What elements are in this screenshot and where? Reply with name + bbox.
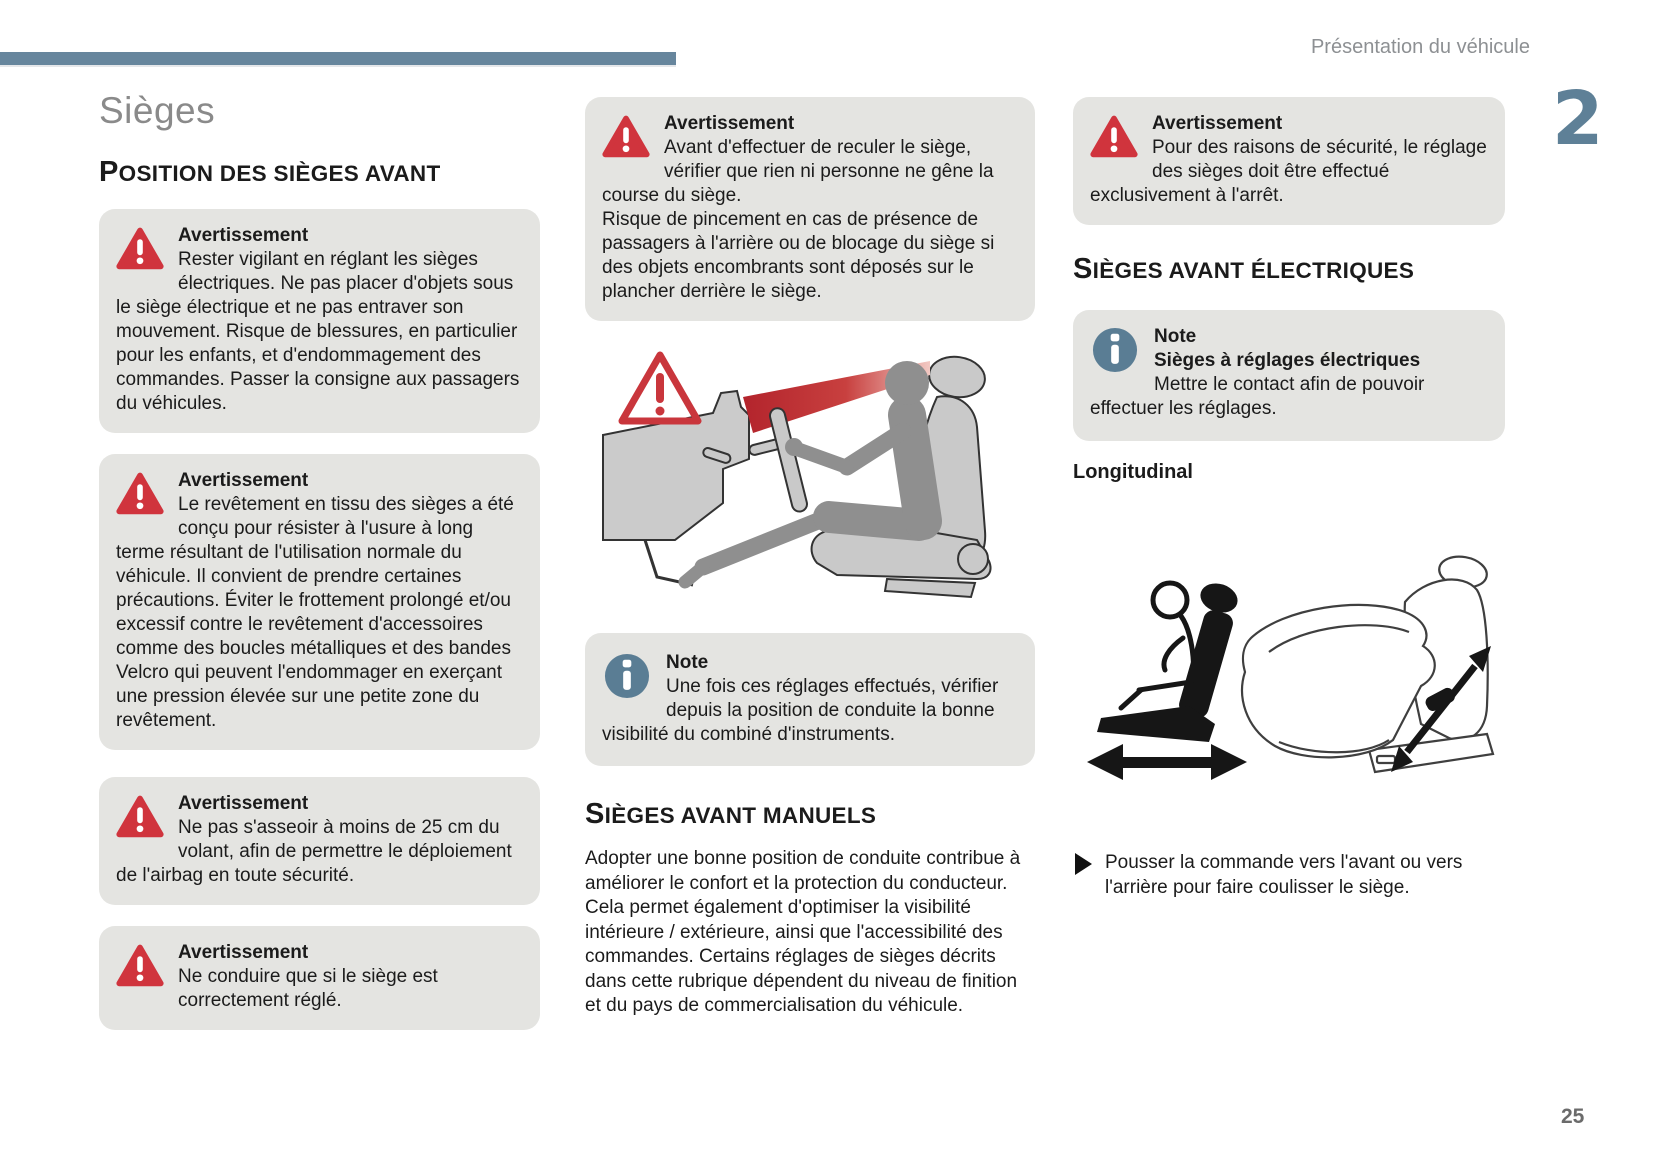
header-accent-bar xyxy=(0,52,676,65)
warning-box xyxy=(99,209,540,433)
driving-position-illustration xyxy=(585,335,1035,623)
longitudinal-pictogram-icon xyxy=(1087,579,1247,780)
longitudinal-label: Longitudinal xyxy=(1073,461,1193,483)
instruction-text: Pousser la commande vers l'avant ou vers l'arrière pour faire coulisser le siège. xyxy=(1105,852,1463,898)
column-left xyxy=(99,90,540,1051)
chapter-number: 2 xyxy=(1552,76,1604,162)
body-text xyxy=(585,847,1035,1019)
warning-box xyxy=(99,926,540,1030)
note-text: Une fois ces réglages effectués, vérifier depuis la position de conduite la bonne visibilité du combiné d'instruments. xyxy=(602,676,999,745)
warning-text: Le revêtement en tissu des sièges a été conçu pour résister à l'usure à long terme résultant de l'utilisation normale du véhicule. Il convient de prendre certaines précautions. Éviter le frottement prolongé et/ou excessif contre le revêtement d'accessoires comme des boucles métalliques et des bandes Velcro qui peuvent l'endommager en exerçant une pression élevée sur une petite zone du revêtement. xyxy=(116,494,514,731)
body-paragraph: Adopter une bonne position de conduite contribue à améliorer le confort et la protection du conducteur. Cela permet également d'optimiser la visibilité intérieure / extérieure, ainsi que l'accessibilité des commandes. Certains réglages de sièges décrits dans cette rubrique dépendent du niveau de finition et du pays de commercialisation du véhicule. xyxy=(585,848,1021,1016)
info-icon xyxy=(1092,327,1138,373)
note-box xyxy=(1073,310,1505,441)
note-text: Mettre le contact afin de pouvoir effectuer les réglages. xyxy=(1090,374,1425,419)
note-title: Note xyxy=(666,652,709,673)
warning-box xyxy=(1073,97,1505,225)
warning-text: Avant d'effectuer de reculer le siège, vérifier que rien ni personne ne gêne la course du siège. xyxy=(602,137,994,206)
arrow-right-icon xyxy=(1075,853,1092,875)
warning-text: Ne conduire que si le siège est correctement réglé. xyxy=(178,966,438,1011)
warning-title: Avertissement xyxy=(664,113,795,134)
section-heading-sieges-electriques: SIÈGES AVANT ÉLECTRIQUES xyxy=(1073,253,1415,285)
warning-title: Avertissement xyxy=(178,470,309,491)
note-title: Note xyxy=(1154,326,1197,347)
breadcrumb: Présentation du véhicule xyxy=(1310,36,1530,58)
note-subtitle: Sièges à réglages électriques xyxy=(1154,350,1421,371)
section-heading-sieges-manuels: SIÈGES AVANT MANUELS xyxy=(585,798,877,830)
seat-outline-drawing xyxy=(1242,553,1493,772)
column-right xyxy=(1073,97,1505,900)
warning-triangle-icon xyxy=(116,471,164,515)
section-heading-position-sieges: POSITION DES SIÈGES AVANT xyxy=(99,156,441,188)
page-title: Sièges xyxy=(99,90,216,131)
instruction-item xyxy=(1073,850,1505,900)
column-middle xyxy=(585,97,1035,1019)
warning-box xyxy=(99,454,540,750)
warning-title: Avertissement xyxy=(1152,113,1283,134)
warning-box xyxy=(99,777,540,905)
seat-longitudinal-adjust-illustration xyxy=(1073,510,1505,810)
warning-triangle-icon xyxy=(116,794,164,838)
warning-box xyxy=(585,97,1035,321)
warning-triangle-icon xyxy=(116,943,164,987)
warning-text: Ne pas s'asseoir à moins de 25 cm du volant, afin de permettre le déploiement de l'airbag en toute sécurité. xyxy=(116,817,512,886)
warning-text: Rester vigilant en réglant les sièges électriques. Ne pas placer d'objets sous le siège électrique et ne pas entraver son mouvement. Risque de blessures, en particulier pour les enfants, et d'endommagement des commandes. Passer la consigne aux passagers du véhicules. xyxy=(116,249,520,414)
warning-text: Pour des raisons de sécurité, le réglage des sièges doit être effectué exclusivement à l'arrêt. xyxy=(1090,137,1487,206)
warning-triangle-icon xyxy=(116,226,164,270)
warning-title: Avertissement xyxy=(178,942,309,963)
warning-title: Avertissement xyxy=(178,225,309,246)
info-icon xyxy=(604,653,650,699)
warning-triangle-icon xyxy=(1090,114,1138,158)
warning-triangle-icon xyxy=(602,114,650,158)
warning-text: Risque de pincement en cas de présence de passagers à l'arrière ou de blocage du siège si des objets encombrants sont déposés sur le plancher derrière le siège. xyxy=(602,209,995,302)
warning-title: Avertissement xyxy=(178,793,309,814)
page-number: 25 xyxy=(1561,1105,1585,1128)
note-box xyxy=(585,633,1035,766)
